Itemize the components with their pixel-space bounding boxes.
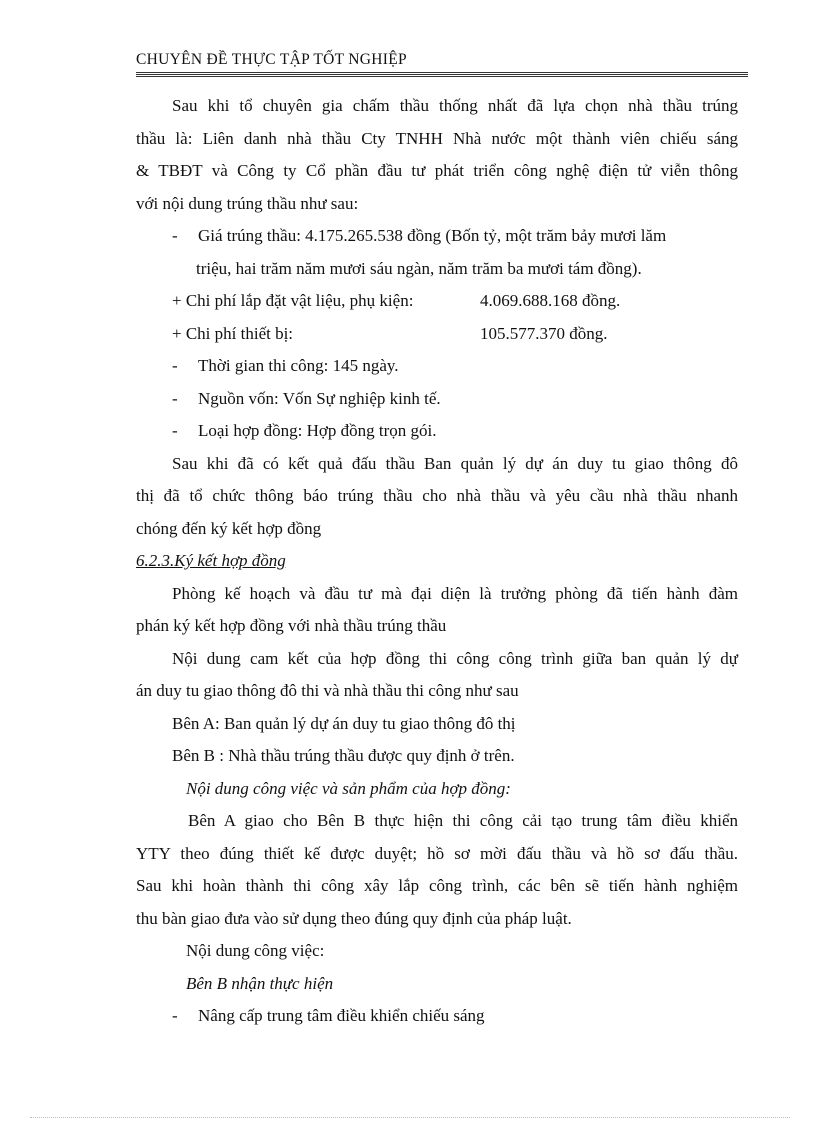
cost-row: [136, 320, 738, 353]
text-line: Nội dung cam kết của hợp đồng thi công công trình giữa ban quản lý dự: [172, 648, 738, 668]
bullet-marker: -: [172, 1006, 178, 1025]
bullet-marker: -: [172, 356, 178, 375]
document-body: [136, 92, 738, 1035]
bullet-item: [136, 385, 738, 418]
footer-divider: [30, 1117, 790, 1118]
cost-amount: 4.069.688.168 đồng.: [480, 291, 621, 310]
page-header: [136, 50, 748, 70]
header-rule: [136, 76, 748, 77]
text-line: & TBĐT và Công ty Cổ phần đầu tư phát triển công nghệ điện tử viễn thông: [136, 161, 738, 180]
bullet-item: [136, 222, 738, 255]
section-heading: 6.2.3.Ký kết hợp đồng: [136, 551, 286, 570]
text-line: thị đã tổ chức thông báo trúng thầu cho nhà thầu và yêu cầu nhà thầu nhanh: [136, 486, 738, 505]
text-line: chóng đến ký kết hợp đồng: [136, 518, 322, 538]
bullet-text: Thời gian thi công: 145 ngày.: [198, 356, 399, 375]
cost-amount: 105.577.370 đồng.: [480, 323, 608, 343]
text-line: Sau khi đã có kết quả đấu thầu Ban quản lý dự án duy tu giao thông đô: [172, 453, 738, 473]
bullet-marker: -: [172, 421, 178, 440]
header-title: CHUYÊN ĐỀ THỰC TẬP TỐT NGHIỆP: [136, 51, 407, 68]
content-heading: Nội dung công việc và sản phẩm của hợp đồng:: [186, 778, 511, 798]
party-b-does-label: Bên B nhận thực hiện: [186, 973, 334, 993]
cost-label: + Chi phí lắp đặt vật liệu, phụ kiện:: [172, 291, 414, 310]
cost-row: [136, 287, 738, 320]
text-line: thu bàn giao đưa vào sử dụng theo đúng quy định của pháp luật.: [136, 908, 572, 928]
text-line: Sau khi tổ chuyên gia chấm thầu thống nhất đã lựa chọn nhà thầu trúng: [172, 96, 738, 115]
header-rule: [136, 74, 748, 75]
party-b-line: Bên B : Nhà thầu trúng thầu được quy định ở trên.: [172, 746, 515, 765]
text-line: án duy tu giao thông đô thi và nhà thầu thi công như sau: [136, 681, 519, 700]
text-line: với nội dung trúng thầu như sau:: [136, 193, 359, 213]
text-line: triệu, hai trăm năm mươi sáu ngàn, năm trăm ba mươi tám đồng).: [196, 258, 642, 278]
bullet-marker: -: [172, 388, 178, 408]
text-line: Phòng kế hoạch và đầu tư mà đại diện là trưởng phòng đã tiến hành đàm: [172, 583, 738, 603]
bullet-item: [136, 417, 738, 450]
bullet-text: Nâng cấp trung tâm điều khiển chiếu sáng: [198, 1006, 485, 1025]
cost-label: + Chi phí thiết bị:: [172, 323, 294, 343]
bullet-text: Loại hợp đồng: Hợp đồng trọn gói.: [198, 421, 437, 440]
bullet-item: [136, 1002, 738, 1035]
text-line: Sau khi hoàn thành thi công xây lắp công trình, các bên sẽ tiến hành nghiệm: [136, 876, 738, 895]
bullet-text: Giá trúng thầu: 4.175.265.538 đồng (Bốn tỷ, một trăm bảy mươi lăm: [198, 226, 667, 245]
bullet-marker: -: [172, 226, 178, 245]
work-content-label: Nội dung công việc:: [186, 941, 325, 960]
bullet-text: Nguồn vốn: Vốn Sự nghiệp kinh tế.: [198, 388, 441, 408]
text-line: phán ký kết hợp đồng với nhà thầu trúng thầu: [136, 616, 447, 635]
bullet-item: [136, 352, 738, 385]
text-line: thầu là: Liên danh nhà thầu Cty TNHH Nhà nước một thành viên chiếu sáng: [136, 128, 738, 148]
party-a-line: Bên A: Ban quản lý dự án duy tu giao thông đô thị: [172, 713, 516, 733]
text-line: YTY theo đúng thiết kế được duyệt; hồ sơ mời đấu thầu và hồ sơ đấu thầu.: [136, 843, 738, 863]
text-line: Bên A giao cho Bên B thực hiện thi công cải tạo trung tâm điều khiển: [188, 811, 738, 830]
header-rule: [136, 72, 748, 73]
